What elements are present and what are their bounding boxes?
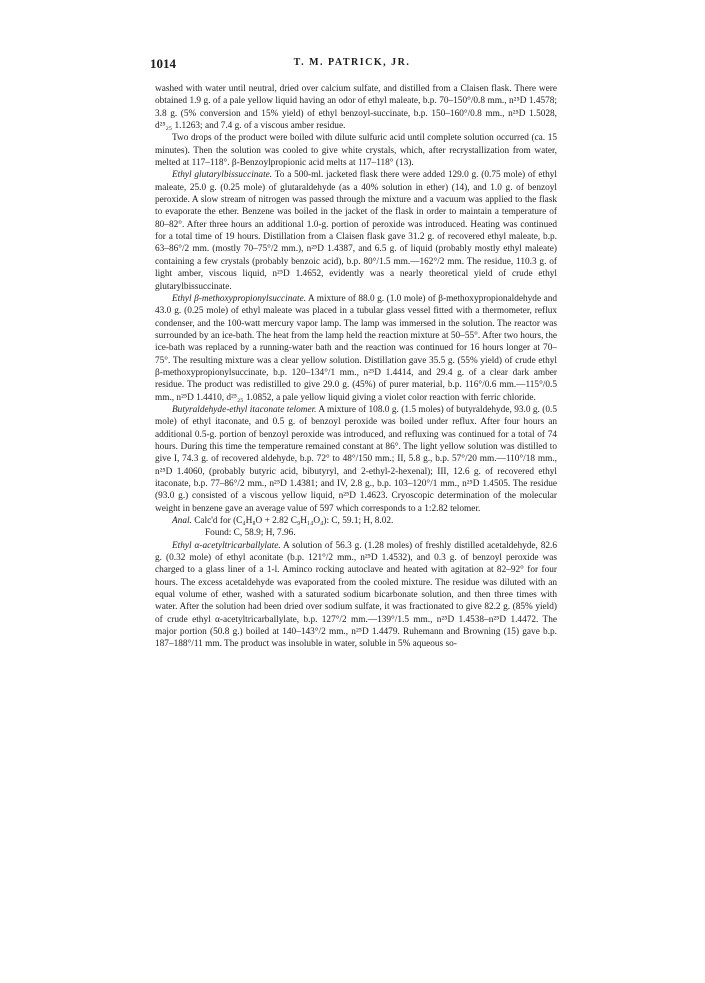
analysis-line: Anal. Calc'd for (C₄H₈O + 2.82 C₉H₁₄O₄): C, 59.1; H, 8.02. (172, 516, 394, 527)
section-heading: Ethyl α-acetyltricarballylate. (172, 540, 281, 551)
paragraph: Butyraldehyde-ethyl itaconate telomer. A mixture of 108.0 g. (1.5 moles) of butyraldehyde, 93.0 g. (0.5 mole) of ethyl itaconate, and 0.5 g. of benzoyl peroxide was boiled under reflux. After four hours an additional 0.5-g. portion of benzoyl peroxide was introduced, and refluxing was continued for a total of 74 hours. During this time the temperature remained constant at 86°. The light yellow solution was distilled to give I, 74.3 g. of recovered aldehyde, b.p. 72° to 48°/150 mm.; II, 5.8 g., b.p. 57°/20 mm.—110°/18 mm., n²⁵D 1.4060, (probably butyric acid, bibutyryl, and 2-ethyl-2-hexenal); III, 12.6 g. of recovered ethyl itaconate, b.p. 77–86°/2 mm., n²⁵D 1.4381; and IV, 2.8 g., b.p. 103–120°/1 mm., n²⁵D 1.4505. The residue (93.0 g.) consisted of a viscous yellow liquid, n²⁵D 1.4623. Cryoscopic determination of the molecular weight in benzene gave an average value of 597 which corresponds to a 1:2.82 telomer. (155, 404, 557, 514)
analysis-label: Anal. (172, 516, 192, 527)
analysis-found-line: Found: C, 58.9; H, 7.96. (205, 528, 296, 539)
section-heading: Ethyl glutarylbissuccinate. (172, 170, 273, 181)
paragraph: washed with water until neutral, dried over calcium sulfate, and distilled from a Claisen flask. There were obtained 1.9 g. of a pale yellow liquid having an odor of ethyl maleate, b.p. 70–150°/0.8 mm., n²⁵D 1.4578; 3.8 g. (5% conversion and 15% yield) of ethyl benzoyl-succinate, b.p. 150–160°/0.8 mm., n²⁵D 1.5028, d²⁵₂₅ 1.1263; and 7.4 g. of a viscous amber residue. (155, 84, 557, 132)
paragraph: Ethyl α-acetyltricarballylate. A solution of 56.3 g. (1.28 moles) of freshly distilled acetaldehyde, 82.6 g. (0.32 mole) of ethyl aconitate (b.p. 121°/2 mm., n²⁵D 1.4532), and 0.3 g. of benzoyl peroxide was charged to a glass liner of a 1-l. Aminco rocking autoclave and heated with agitation at 82–92° for four hours. The excess acetaldehyde was evaporated from the cooled mixture. The residue was diluted with an equal volume of ether, washed with a saturated sodium bicarbonate solution, and then three times with water. After the solution had been dried over sodium sulfate, it was fractionated to give 82.2 g. (85% yield) of crude ethyl α-acetyltricarballylate, b.p. 127°/2 mm.—139°/1.5 mm., n²⁵D 1.4538–n²⁵D 1.4472. The major portion (50.8 g.) boiled at 140–143°/2 mm., n²⁵D 1.4479. Ruhemann and Browning (15) gave b.p. 187–188°/11 mm. The product was insoluble in water, soluble in 5% aqueous so- (155, 540, 557, 650)
page-header (150, 56, 554, 72)
section-heading: Butyraldehyde-ethyl itaconate telomer. (172, 404, 317, 415)
section-heading: Ethyl β-methoxypropionylsuccinate. (172, 293, 307, 304)
paragraph: Ethyl β-methoxypropionylsuccinate. A mixture of 88.0 g. (1.0 mole) of β-methoxypropionaldehyde and 43.0 g. (0.25 mole) of ethyl maleate was placed in a tubular glass vessel fitted with a thermometer, reflux condenser, and the 100-watt mercury vapor lamp. The lamp was immersed in the solution. The reactor was surrounded by an ice-bath. The heat from the lamp held the reaction mixture at 50–55°. After two hours, the ice-bath was replaced by a running-water bath and the reaction was continued for 16 hours longer at 70–75°. The resulting mixture was a clear yellow solution. Distillation gave 35.5 g. (55% yield) of crude ethyl β-methoxypropionylsuccinate, b.p. 120–134°/1 mm., n²⁵D 1.4414, and 29.4 g. of a clear dark amber residue. The product was redistilled to give 29.0 g. (45%) of purer material, b.p. 116°/0.6 mm.—115°/0.5 mm., n²⁵D 1.4410, d²⁵₂₅ 1.0852, a pale yellow liquid giving a violet color reaction with ferric chloride. (155, 293, 557, 403)
page-number: 1014 (150, 56, 176, 71)
paragraph: Ethyl glutarylbissuccinate. To a 500-ml. jacketed flask there were added 129.0 g. (0.75 mole) of ethyl maleate, 25.0 g. (0.25 mole) of glutaraldehyde (as a 40% solution in ether) (14), and 1.0 g. of benzoyl peroxide. A slow stream of nitrogen was passed through the mixture and a vacuum was applied to the flask to evaporate the ether. Benzene was boiled in the jacket of the flask in order to maintain a temperature of 80–82°. After three hours an additional 1.0-g. portion of peroxide was introduced. Heating was continued for a total time of 19 hours. Distillation from a Claisen flask gave 31.2 g. of recovered ethyl maleate, b.p. 63–86°/2 mm. (mostly 70–75°/2 mm.), n²⁵D 1.4387, and 6.5 g. of liquid (probably mostly ethyl maleate) containing a few crystals (probably benzoic acid), b.p. 80°/1.5 mm.—162°/2 mm. The residue, 110.3 g. of light amber, viscous liquid, n²⁵D 1.4652, evidently was a nearly theoretical yield of crude ethyl glutarylbissuccinate. (155, 170, 557, 292)
paragraph: Two drops of the product were boiled with dilute sulfuric acid until complete solution occurred (ca. 15 minutes). Then the solution was cooled to give white crystals, which, after recrystallization from water, melted at 117–118°. β-Benzoylpropionic acid melts at 117–118° (13). (155, 133, 557, 169)
running-head: T. M. PATRICK, JR. (293, 57, 411, 68)
body-text (155, 83, 557, 651)
